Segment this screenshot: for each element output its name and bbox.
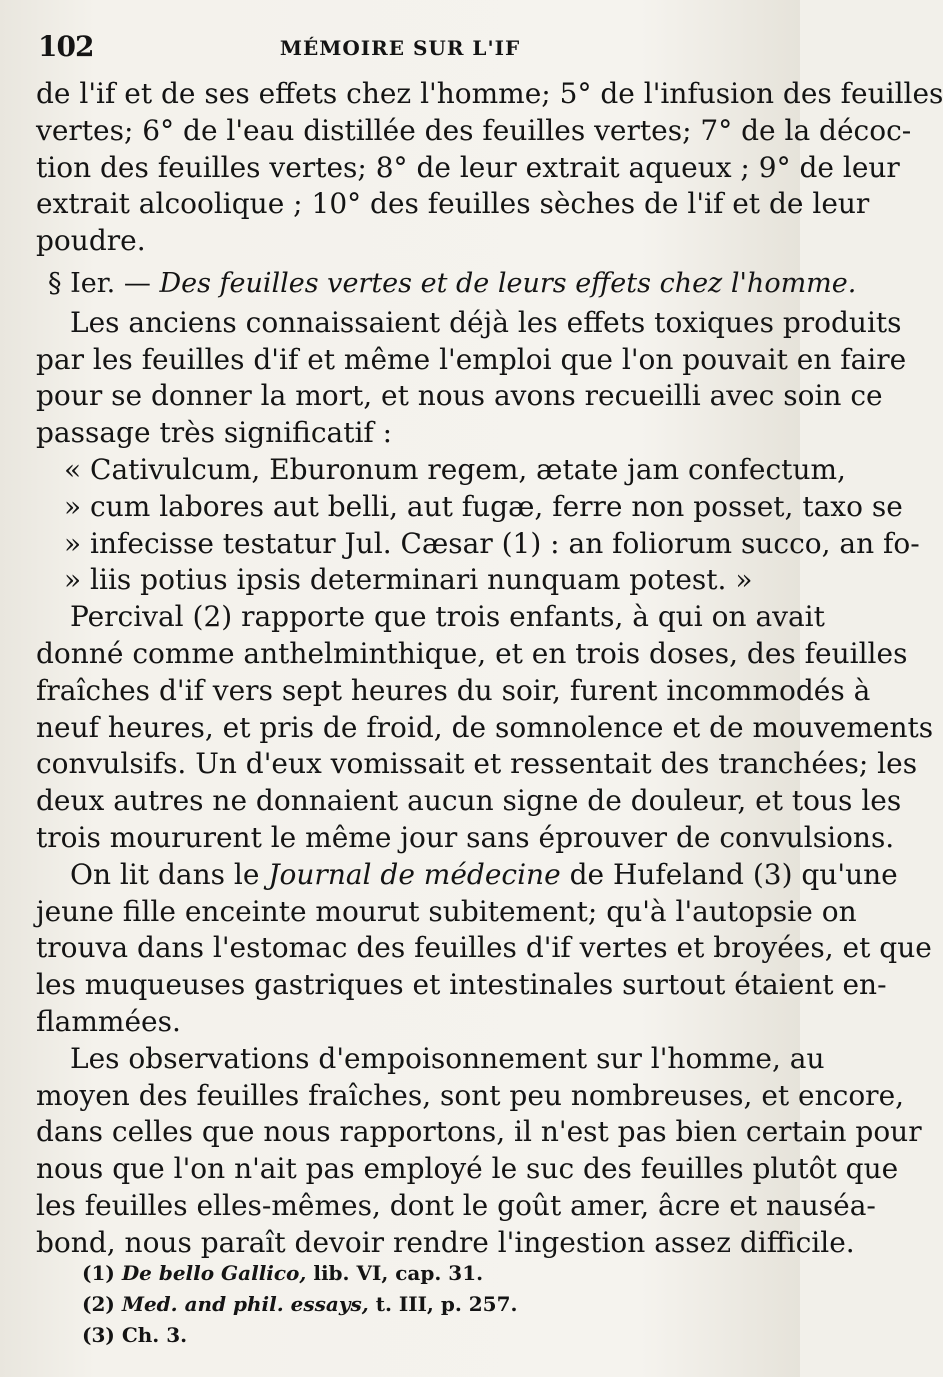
- text-line: dans celles que nous rapportons, il n'est pas bien certain pour: [36, 1115, 922, 1149]
- section-heading: [36, 266, 857, 303]
- journal-title: Journal de médecine: [268, 857, 561, 891]
- text-line: neuf heures, et pris de froid, de somnolence et de mouvements: [36, 710, 934, 744]
- text-line: tion des feuilles vertes; 8° de leur extrait aqueux ; 9° de leur: [36, 150, 900, 184]
- body-text: [36, 76, 943, 1262]
- text-line: bond, nous paraît devoir rendre l'ingestion assez difficile.: [36, 1225, 855, 1259]
- text-line: par les feuilles d'if et même l'emploi que l'on pouvait en faire: [36, 342, 907, 376]
- running-title: MÉMOIRE SUR L'IF: [279, 36, 521, 60]
- quote-line: » cum labores aut belli, aut fugæ, ferre non posset, taxo se: [64, 489, 903, 523]
- footnote-title: De bello Gallico,: [121, 1261, 307, 1285]
- text-line: poudre.: [36, 224, 146, 258]
- text-line: donné comme anthelminthique, et en trois doses, des feuilles: [36, 636, 908, 670]
- page-number: 102: [38, 30, 94, 63]
- text-line: moyen des feuilles fraîches, sont peu nombreuses, et encore,: [36, 1078, 905, 1112]
- footnote-ref: lib. VI, cap. 31.: [313, 1261, 484, 1285]
- quote-line: « Cativulcum, Eburonum regem, ætate jam confectum,: [64, 452, 846, 486]
- para3-suffix: de Hufeland (3) qu'une: [569, 857, 898, 891]
- para3-prefix: On lit dans le: [70, 857, 260, 891]
- quote-line: » infecisse testatur Jul. Cæsar (1) : an foliorum succo, an fo-: [64, 526, 920, 560]
- text-line: flammées.: [36, 1004, 181, 1038]
- text-line: nous que l'on n'ait pas employé le suc des feuilles plutôt que: [36, 1152, 899, 1186]
- text-line: deux autres ne donnaient aucun signe de douleur, et tous les: [36, 784, 902, 818]
- text-line: [36, 857, 898, 894]
- footnote-ref: Ch. 3.: [121, 1323, 188, 1347]
- text-line: Les observations d'empoisonnement sur l'homme, au: [70, 1041, 825, 1075]
- text-line: les feuilles elles-mêmes, dont le goût amer, âcre et nauséa-: [36, 1188, 876, 1222]
- text-line: extrait alcoolique ; 10° des feuilles sèches de l'if et de leur: [36, 187, 870, 221]
- footnote-2: [82, 1289, 742, 1320]
- text-line: convulsifs. Un d'eux vomissait et ressentait des tranchées; les: [36, 747, 918, 781]
- footnote-title: Med. and phil. essays,: [121, 1292, 369, 1316]
- text-line: fraîches d'if vers sept heures du soir, furent incommodés à: [36, 673, 871, 707]
- footnote-1: [82, 1258, 742, 1289]
- footnote-ref: t. III, p. 257.: [375, 1292, 518, 1316]
- text-line: trouva dans l'estomac des feuilles d'if vertes et broyées, et que: [36, 931, 932, 965]
- text-line: vertes; 6° de l'eau distillée des feuilles vertes; 7° de la décoc-: [36, 113, 912, 147]
- page-header: [38, 30, 762, 64]
- text-line: jeune fille enceinte mourut subitement; qu'à l'autopsie on: [36, 894, 857, 928]
- text-line: passage très significatif :: [36, 416, 393, 450]
- section-heading-prefix: § Ier. —: [48, 267, 151, 299]
- text-line: trois moururent le même jour sans éprouver de convulsions.: [36, 820, 895, 854]
- text-line: Percival (2) rapporte que trois enfants, à qui on avait: [70, 600, 825, 634]
- text-line: pour se donner la mort, et nous avons recueilli avec soin ce: [36, 379, 883, 413]
- text-line: Les anciens connaissaient déjà les effets toxiques produits: [70, 305, 902, 339]
- footnote-3: [82, 1320, 742, 1351]
- footnotes: [82, 1258, 742, 1351]
- text-line: les muqueuses gastriques et intestinales surtout étaient en-: [36, 968, 887, 1002]
- text-line: de l'if et de ses effets chez l'homme; 5° de l'infusion des feuilles: [36, 77, 943, 110]
- quote-line: » liis potius ipsis determinari nunquam potest. »: [64, 563, 753, 597]
- footnote-mark: (3): [82, 1323, 115, 1347]
- footnote-mark: (2): [82, 1292, 115, 1316]
- section-heading-title: Des feuilles vertes et de leurs effets chez l'homme.: [159, 267, 857, 299]
- footnote-mark: (1): [82, 1261, 115, 1285]
